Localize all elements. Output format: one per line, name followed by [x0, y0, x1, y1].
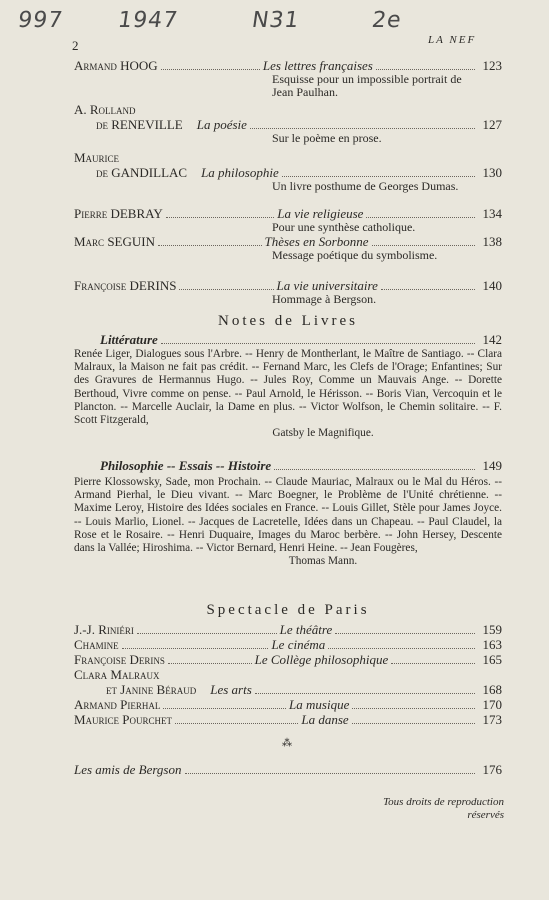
entry-note: Hommage à Bergson.	[272, 292, 377, 306]
category-label: Littérature	[100, 332, 158, 347]
toc-entry	[74, 278, 502, 306]
asterism: ⁂	[282, 738, 292, 749]
toc-entry	[74, 234, 502, 262]
philosophy-text: Pierre Klossowsky, Sade, mon Prochain. -- Claude Mauriac, Malraux ou le Mal du Héros. -- Armand Pierhal, le Dieu vivant. -- Marc Boegner, le Problème de l'Unité chrétienne. -- Maxime Leroy, Histoire des Idées sociales en France. -- Louis Gillet, Stèle pour James Joyce. -- Louis Marlio, Lionel. -- Jacques de Lacretelle, Idées dans un Chapeau. -- Paul Claudel, la Rose et le Rosaire. -- Henri Duquaire, Images du Maroc berbère. -- John Hersey, Descente dans la Vallée; Hiroshima. -- Victor Bernard, Henri Heine. -- Jean Fougères,	[74, 476, 502, 555]
rights-line2: réservés	[467, 809, 504, 821]
author: Marc SEGUIN	[74, 234, 155, 249]
entry-note: Pour une synthèse catholique.	[272, 220, 416, 234]
rubric: La vie religieuse	[277, 206, 364, 221]
page-ref: 140	[482, 278, 502, 293]
page-ref: 138	[482, 234, 503, 249]
author: de RENEVILLE	[96, 117, 183, 132]
rights-notice	[336, 796, 504, 822]
entry-note: Sur le poème en prose.	[272, 131, 382, 145]
handwritten-note-3: N31	[250, 8, 302, 33]
running-head: LA NEF	[428, 34, 477, 46]
toc-entry	[74, 150, 502, 193]
handwritten-note-1: 997	[16, 8, 65, 33]
rubric: La poésie	[196, 117, 247, 132]
philosophy-end: Thomas Mann.	[288, 555, 358, 568]
handwritten-note-4: 2e	[370, 8, 404, 33]
philosophy-notes	[74, 476, 502, 568]
page-ref: 130	[482, 165, 502, 180]
page-ref: 142	[482, 332, 502, 347]
category-label: Philosophie -- Essais -- Histoire	[100, 458, 272, 473]
rubric: La danse	[301, 712, 349, 727]
page-ref: 170	[482, 697, 502, 712]
section-title-notes: Notes de Livres	[218, 313, 358, 329]
rubric: La musique	[289, 697, 350, 712]
rubric: Le cinéma	[271, 637, 326, 652]
toc-entry	[74, 102, 502, 145]
author: Armand Pierhal	[74, 697, 161, 712]
rubric: La philosophie	[201, 165, 279, 180]
rubric: Thèses en Sorbonne	[264, 234, 369, 249]
page-ref: 123	[482, 58, 502, 73]
author-line1: A. Rolland	[74, 102, 136, 117]
page-ref: 176	[482, 762, 502, 777]
page-ref: 134	[482, 206, 502, 221]
page-number: 2	[72, 38, 79, 53]
entry-note: Un livre posthume de Georges Dumas.	[272, 179, 459, 193]
author: Pierre DEBRAY	[74, 206, 163, 221]
page-ref: 173	[482, 712, 503, 727]
page-ref: 149	[482, 458, 502, 473]
literature-notes	[74, 348, 502, 440]
rights-line1: Tous droits de reproduction	[383, 796, 504, 808]
literature-text: Renée Liger, Dialogues sous l'Arbre. -- Henry de Montherlant, le Maître de Santiago. -- Clara Malraux, la Maison ne fait pas crédit. -- Fernand Marc, les Clefs de l'Orage; Enfantines; Sur des Gravures de Hermannus Hugo. -- Jules Roy, Comme un Mauvais Ange. -- Dorette Berthoud, Vivre comme on pense. -- Paul Arnold, le Hérisson. -- Boris Vian, Vercoquin et le Plancton. -- Marcelle Auclair, la Dame en plus. -- Victor Wolfson, le Chemin solitaire. -- F. Scott Fitzgerald,	[74, 348, 502, 427]
page-ref: 165	[482, 652, 503, 667]
author: et Janine Béraud	[106, 682, 197, 697]
rubric: La vie universitaire	[276, 278, 378, 293]
toc-entry	[74, 58, 502, 99]
rubric: Les lettres françaises	[262, 58, 373, 73]
spectacle-list	[74, 622, 502, 727]
author: Maurice Pourchet	[74, 712, 173, 727]
rubric: Le théâtre	[279, 622, 333, 637]
author: Françoise DERINS	[74, 278, 177, 293]
handwritten-note-2: 1947	[116, 8, 180, 33]
entry-note: Esquisse pour un impossible portrait de Jean Paulhan.	[272, 72, 462, 99]
author-line1: Maurice	[74, 150, 120, 165]
author: Armand HOOG	[74, 58, 158, 73]
page-ref: 127	[482, 117, 502, 132]
entry-note: Message poétique du symbolisme.	[272, 248, 438, 262]
page-ref: 163	[482, 637, 502, 652]
rubric: Les arts	[210, 682, 252, 697]
bergson-entry	[74, 762, 502, 777]
author: Françoise Derins	[74, 652, 165, 667]
section-title-spectacle: Spectacle de Paris	[206, 602, 370, 618]
toc-entry	[74, 206, 502, 234]
author: Chamine	[74, 637, 119, 652]
category-philosophy	[100, 458, 502, 474]
literature-end: Gatsby le Magnifique.	[272, 427, 374, 440]
page-ref: 159	[482, 622, 503, 637]
author-line1: Clara Malraux	[74, 667, 160, 682]
category-literature	[100, 332, 502, 348]
page-ref: 168	[482, 682, 502, 697]
rubric: Les amis de Bergson	[74, 762, 182, 777]
author: de GANDILLAC	[96, 165, 188, 180]
author: J.-J. Riniéri	[74, 622, 134, 637]
rubric: Le Collège philosophique	[254, 652, 389, 667]
